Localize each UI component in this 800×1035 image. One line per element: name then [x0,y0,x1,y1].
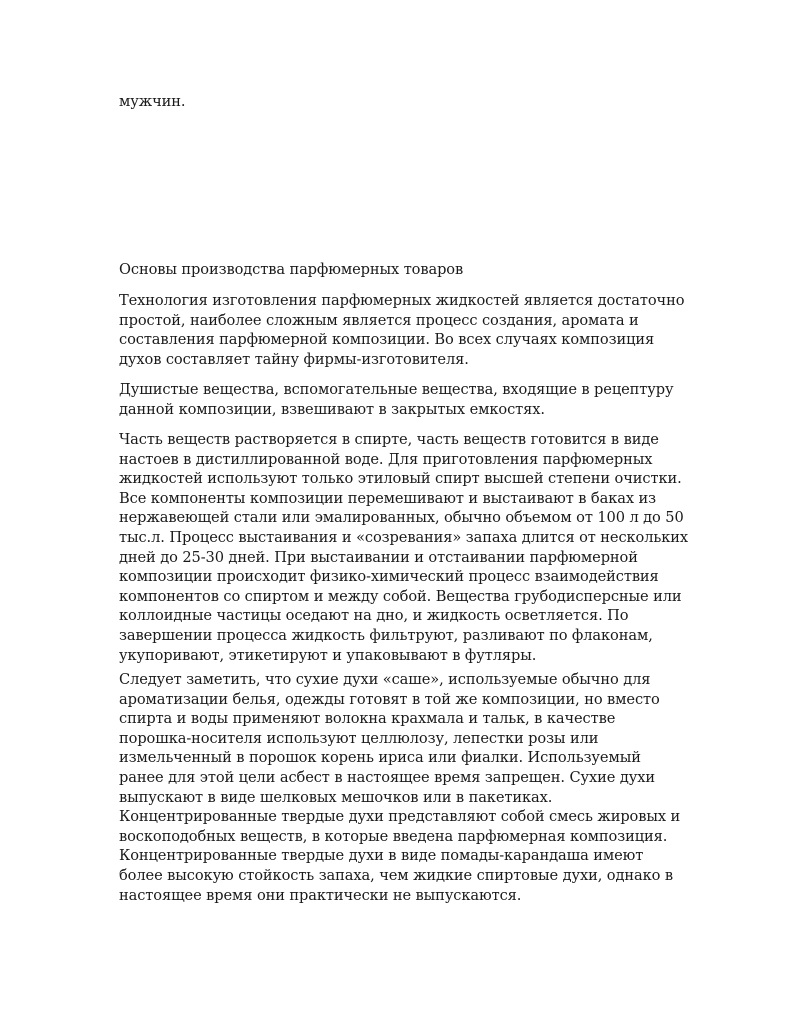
section-heading: Основы производства парфюмерных товаров [119,261,464,278]
carryover-text: мужчин. [119,93,186,110]
paragraph-4: Следует заметить, что сухие духи «саше», используемые обычно для ароматизации белья, одежды готовят в той же композиции, но вместо спирта и воды применяют волокна крахмала и тальк, в качестве порошка-носителя используют целлюлозу, лепестки розы или измельченный в порошок корень ириса или фиалки. Используемый ранее для этой цели асбест в настоящее время запрещен. Сухие духи выпускают в виде шелковых мешочков или в пакетиках. Концентрированные твердые духи представляют собой смесь жировых и воскоподобных веществ, в которые введена парфюмерная композиция. Концентрированные твердые духи в виде помады-карандаша имеют более высокую стойкость запаха, чем жидкие спиртовые духи, однако в настоящее время они практически не выпускаются. [119,671,681,904]
paragraph-1: Технология изготовления парфюмерных жидкостей является достаточно простой, наиболее сложным является процесс создания, аромата и составления парфюмерной композиции. Во всех случаях композиция духов составляет тайну фирмы-изготовителя. [119,292,685,368]
paragraph-2: Душистые вещества, вспомогательные вещества, входящие в рецептуру данной композиции, взвешивают в закрытых емкостях. [119,381,674,418]
paragraph-3: Часть веществ растворяется в спирте, часть веществ готовится в виде настоев в дистиллированной воде. Для приготовления парфюмерных жидкостей используют только этиловый спирт высшей степени очистки. Все компоненты композиции перемешивают и выстаивают в баках из нержавеющей стали или эмалированных, обычно объемом от 100 л до 50 тыс.л. Процесс выстаивания и «созревания» запаха длится от нескольких дней до 25-30 дней. При выстаивании и отстаивании парфюмерной композиции происходит физико-химический процесс взаимодействия компонентов со спиртом и между собой. Вещества грубодисперсные или коллоидные частицы оседают на дно, и жидкость осветляется. По завершении процесса жидкость фильтруют, разливают по флаконам, укупоривают, этикетируют и упаковывают в футляры. [119,431,689,664]
